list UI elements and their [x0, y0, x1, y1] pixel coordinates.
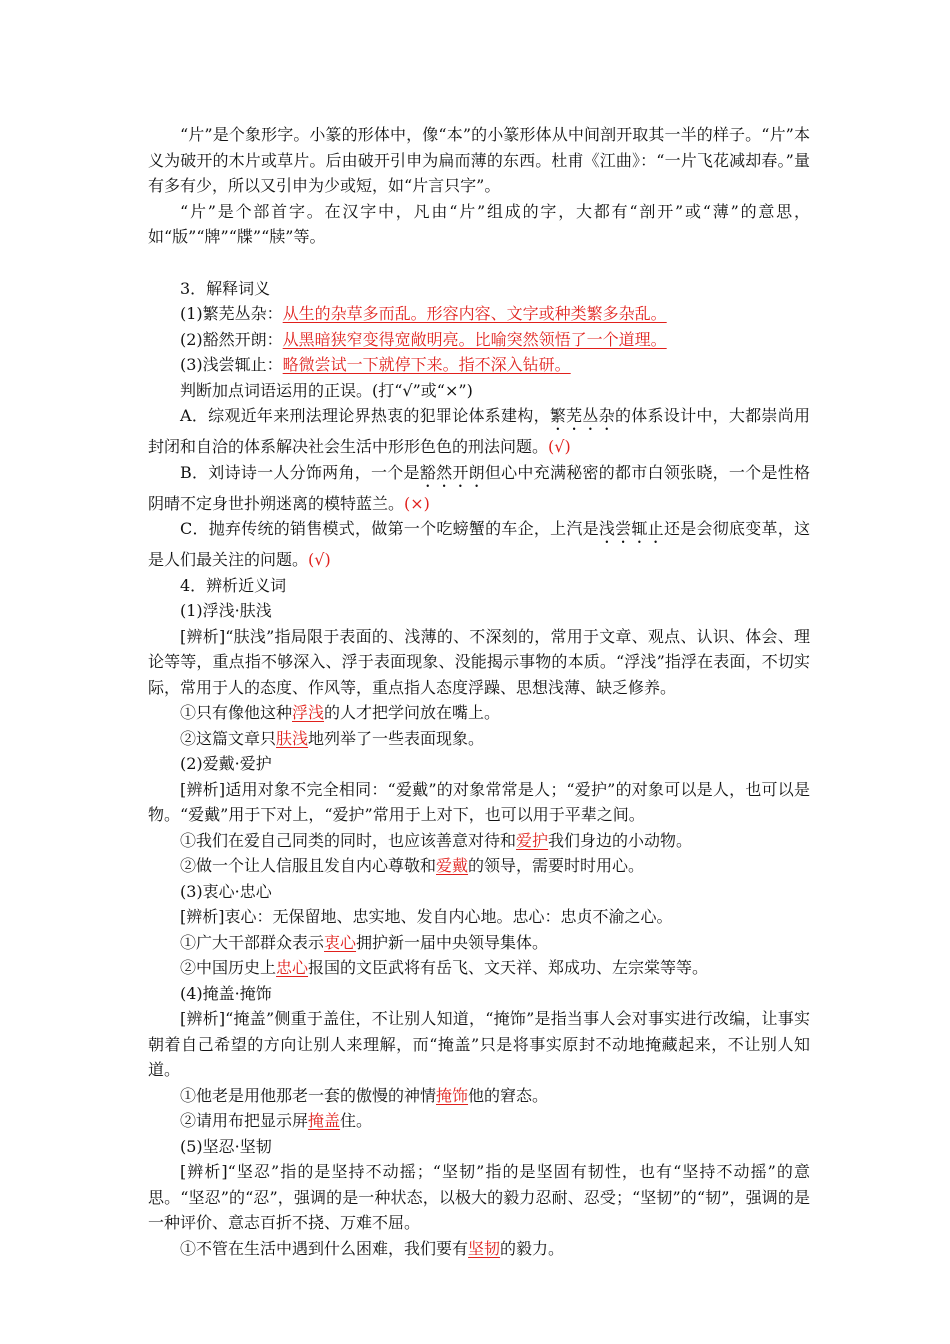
- judge-item-c: [148, 516, 810, 573]
- example-answer: 掩盖: [308, 1111, 341, 1130]
- example-text: 住。: [340, 1111, 373, 1130]
- section-gap: [148, 250, 810, 276]
- example-text: ①他老是用他那老一套的傲慢的神情: [180, 1085, 437, 1105]
- example-sentence: [148, 726, 810, 752]
- example-text: 他的窘态。: [468, 1085, 549, 1105]
- example-sentence: [148, 1236, 810, 1262]
- judge-mark: (×): [404, 493, 430, 513]
- example-text: 报国的文臣武将有岳飞、文天祥、郑成功、左宗棠等等。: [308, 958, 709, 977]
- definition-item: [148, 327, 810, 353]
- judge-mark: (√): [308, 550, 331, 569]
- dotted-term: 繁芜丛杂: [549, 406, 615, 425]
- example-sentence: [148, 955, 810, 981]
- example-text: ①不管在生活中遇到什么困难，我们要有: [180, 1238, 469, 1258]
- judge-text: 还是会彻底变革，这是人们最关注的问题。: [148, 519, 810, 569]
- example-text: ①只有像他这种: [180, 703, 293, 722]
- example-answer: 爱戴: [436, 856, 469, 875]
- example-sentence: [148, 853, 810, 879]
- definition-label: (1)繁芜丛杂：: [180, 304, 283, 323]
- judge-text: B．刘诗诗一人分饰两角，一个是: [180, 462, 420, 482]
- example-sentence: [148, 1108, 810, 1134]
- definition-label: (2)豁然开朗：: [180, 329, 283, 349]
- example-text: ②做一个让人信服且发自内心尊敬和: [180, 856, 437, 875]
- dotted-term: 豁然开朗: [419, 462, 485, 482]
- definition-answer: 从生的杂草多而乱。形容内容、文字或种类繁多杂乱。: [282, 304, 667, 323]
- example-sentence: [148, 1083, 810, 1109]
- example-answer: 掩饰: [436, 1085, 469, 1105]
- section-4-title: 4．辨析近义词: [180, 575, 287, 595]
- example-text: ②这篇文章只: [180, 728, 277, 748]
- example-text: 的毅力。: [500, 1238, 565, 1258]
- synonym-analysis: [辨析]“肤浅”指局限于表面的、浅薄的、不深刻的，常用于文章、观点、认识、体会、理论等等，重点指不够深入、浮于表面现象、没能揭示事物的本质。“浮浅”指浮在表面，不切实际，常用于人的态度、作风等，重点指人态度浮躁、思想浅薄、缺乏修养。: [148, 626, 810, 697]
- synonym-analysis: [辨析]适用对象不完全相同：“爱戴”的对象常常是人；“爱护”的对象可以是人，也可以是物。“爱戴”用于下对上，“爱护”常用于上对下，也可以用于平辈之间。: [148, 779, 810, 824]
- dotted-term: 浅尝辄止: [598, 519, 664, 538]
- definition-answer: 略微尝试一下就停下来。指不深入钻研。: [282, 355, 571, 374]
- definition-label: (3)浅尝辄止：: [180, 355, 283, 374]
- definition-item: [148, 352, 810, 378]
- section-3-title: 3．解释词义: [180, 278, 271, 298]
- judge-item-b: [148, 460, 810, 517]
- synonym-analysis: [辨析]衷心：无保留地、忠实地、发自内心地。忠心：忠贞不渝之心。: [180, 907, 673, 926]
- synonym-analysis: [辨析]“坚忍”指的是坚持不动摇；“坚韧”指的是坚固有韧性，也有“坚持不动摇”的意思。“坚忍”的“忍”，强调的是一种状态，以极大的毅力忍耐、忍受；“坚韧”的“韧”，强调的是一种评价、意志百折不挠、万难不屈。: [148, 1162, 810, 1232]
- example-sentence: [148, 930, 810, 956]
- example-text: 地列举了一些表面现象。: [308, 728, 485, 748]
- intro-paragraph-1: “片”是个象形字。小篆的形体中，像“本”的小篆形体从中间剖开取其一半的样子。“片”本义为破开的木片或草片。后由破开引申为扁而薄的东西。杜甫《江曲》：“一片飞花减却春。”量有多有少，所以又引申为少或短，如“片言只字”。: [148, 125, 810, 195]
- synonym-head: (5)坚忍·坚韧: [180, 1136, 272, 1156]
- example-sentence: [148, 828, 810, 854]
- example-text: ①我们在爱自己同类的同时，也应该善意对待和: [180, 830, 517, 850]
- example-sentence: [148, 700, 810, 726]
- example-answer: 爱护: [516, 830, 549, 850]
- example-answer: 浮浅: [292, 703, 325, 722]
- judge-item-a: [148, 403, 810, 460]
- example-text: ②中国历史上: [180, 958, 277, 977]
- synonym-head: (3)衷心·忠心: [180, 881, 272, 901]
- judge-text: C．抛弃传统的销售模式，做第一个吃螃蟹的车企，上汽是: [180, 519, 599, 538]
- example-text: 的领导，需要时时用心。: [468, 856, 645, 875]
- definition-item: [148, 301, 810, 327]
- judge-text: 但心中充满秘密的都市白领张晓，一个是性格阴晴不定身世扑朔迷离的模特蓝兰。: [148, 462, 810, 513]
- example-text: 我们身边的小动物。: [548, 830, 693, 850]
- intro-paragraph-2: “片”是个部首字。在汉字中，凡由“片”组成的字，大都有“剖开”或“薄”的意思，如“版”“牌”“牒”“牍”等。: [148, 201, 810, 246]
- synonym-analysis: [辨析]“掩盖”侧重于盖住，不让别人知道，“掩饰”是指当事人会对事实进行改编，让事实朝着自己希望的方向让别人来理解，而“掩盖”只是将事实原封不动地掩藏起来，不让别人知道。: [148, 1009, 810, 1079]
- example-text: 的人才把学问放在嘴上。: [324, 703, 501, 722]
- example-answer: 肤浅: [276, 728, 309, 748]
- example-text: ①广大干部群众表示: [180, 932, 325, 952]
- example-answer: 忠心: [276, 958, 309, 977]
- example-text: ②请用布把显示屏: [180, 1111, 309, 1130]
- judge-text: 的体系设计中，大都崇尚用封闭和自洽的体系解决社会生活中形形色色的刑法问题。: [148, 406, 810, 456]
- synonym-head: (4)掩盖·掩饰: [180, 983, 272, 1003]
- example-answer: 衷心: [324, 932, 357, 952]
- example-answer: 坚韧: [468, 1238, 501, 1258]
- synonym-head: (1)浮浅·肤浅: [180, 601, 272, 620]
- synonym-head: (2)爱戴·爱护: [180, 754, 272, 773]
- definition-answer: 从黑暗狭窄变得宽敞明亮。比喻突然领悟了一个道理。: [282, 329, 667, 349]
- judge-mark: (√): [548, 437, 571, 456]
- document-body: [148, 122, 810, 1261]
- example-text: 拥护新一届中央领导集体。: [356, 932, 549, 952]
- judge-text: A．综观近年来刑法理论界热衷的犯罪论体系建构，: [180, 406, 550, 425]
- judge-instruction: 判断加点词语运用的正误。(打“√”或“×”): [180, 380, 473, 400]
